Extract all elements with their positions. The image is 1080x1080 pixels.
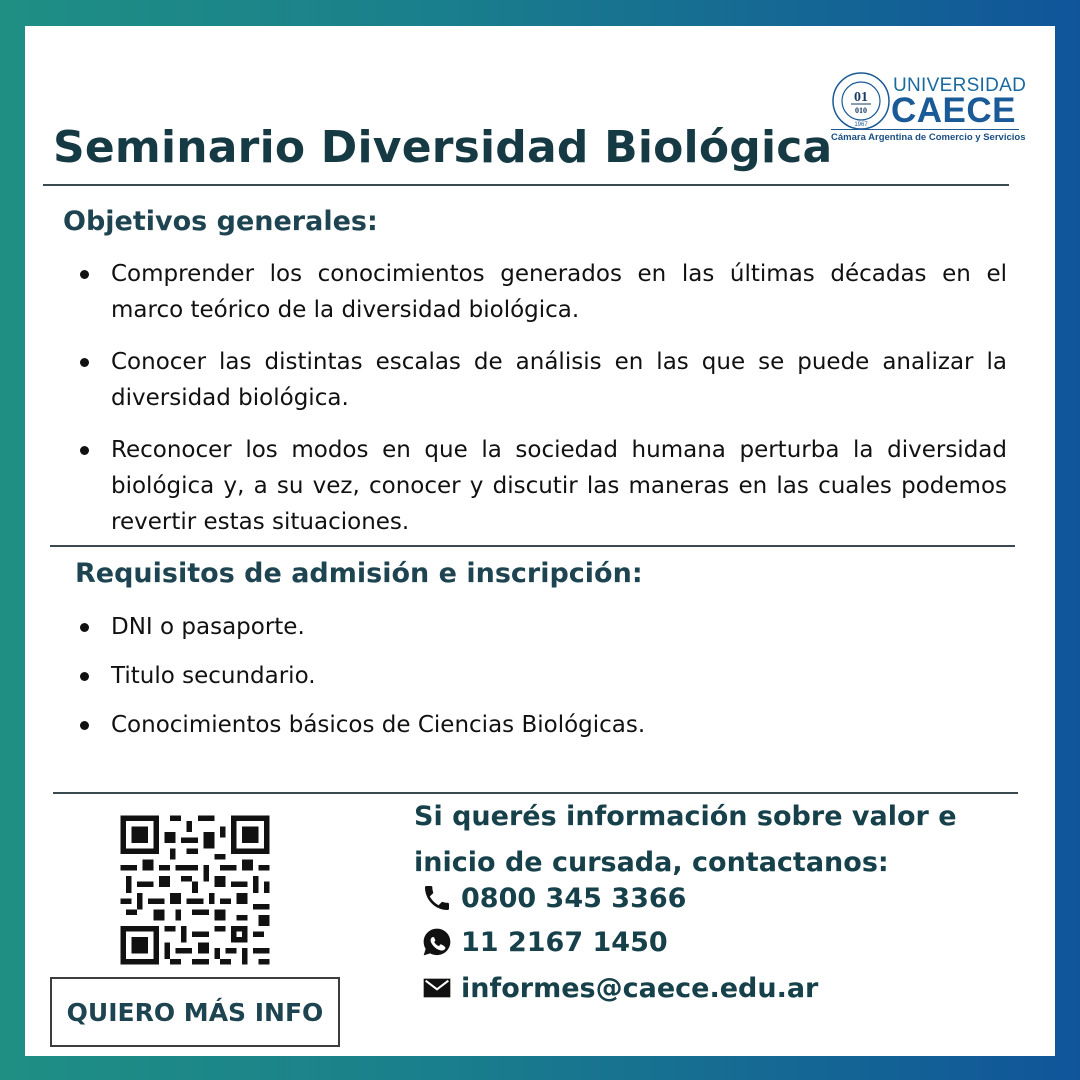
- seal-year: 1967: [854, 122, 868, 128]
- requirement-item: DNI o pasaporte.: [75, 609, 1007, 645]
- logo-university-word: UNIVERSIDAD: [893, 75, 1027, 96]
- requirements-heading: Requisitos de admisión e inscripción:: [75, 558, 643, 589]
- logo-caece-word: CAECE: [891, 91, 1017, 130]
- mail-icon: [421, 972, 453, 1004]
- objectives-heading: Objetivos generales:: [63, 206, 378, 237]
- seal-code-bottom: 010: [855, 106, 867, 115]
- requirement-item: Conocimientos básicos de Ciencias Biológicas.: [75, 707, 1007, 743]
- flyer-card: [25, 26, 1055, 1056]
- email-address: informes@caece.edu.ar: [461, 972, 819, 1004]
- logo-tagline: Cámara Argentina de Comercio y Servicios: [831, 129, 1019, 143]
- objectives-list: [75, 256, 1007, 540]
- whatsapp-icon: [421, 926, 453, 958]
- title-divider: [43, 184, 1009, 186]
- contact-email[interactable]: [421, 972, 818, 1004]
- contact-phone[interactable]: [421, 882, 686, 914]
- phone-icon: [421, 882, 453, 914]
- whatsapp-number: 11 2167 1450: [461, 926, 668, 958]
- page-title: Seminario Diversidad Biológica: [53, 122, 833, 173]
- objective-item: Conocer las distintas escalas de análisis en las que se puede analizar la diversidad biológica.: [75, 344, 1007, 416]
- objective-item: Reconocer los modos en que la sociedad humana perturba la diversidad biológica y, a su vez, conocer y discutir las maneras en las cuales podemos revertir estas situaciones.: [75, 432, 1007, 540]
- university-logo: [831, 71, 1027, 151]
- requirements-list: [75, 609, 1007, 743]
- objective-item: Comprender los conocimientos generados en las últimas décadas en el marco teórico de la diversidad biológica.: [75, 256, 1007, 328]
- requirement-item: Titulo secundario.: [75, 658, 1007, 694]
- qr-code-icon[interactable]: [115, 810, 275, 970]
- more-info-button[interactable]: QUIERO MÁS INFO: [50, 977, 340, 1047]
- seal-code-top: 01: [854, 90, 868, 105]
- contact-heading: Si querés información sobre valor e inicio de cursada, contactanos:: [414, 801, 957, 878]
- section-divider: [50, 545, 1015, 547]
- university-seal-icon: [831, 71, 891, 131]
- contact-whatsapp[interactable]: [421, 926, 668, 958]
- phone-number: 0800 345 3366: [461, 882, 687, 914]
